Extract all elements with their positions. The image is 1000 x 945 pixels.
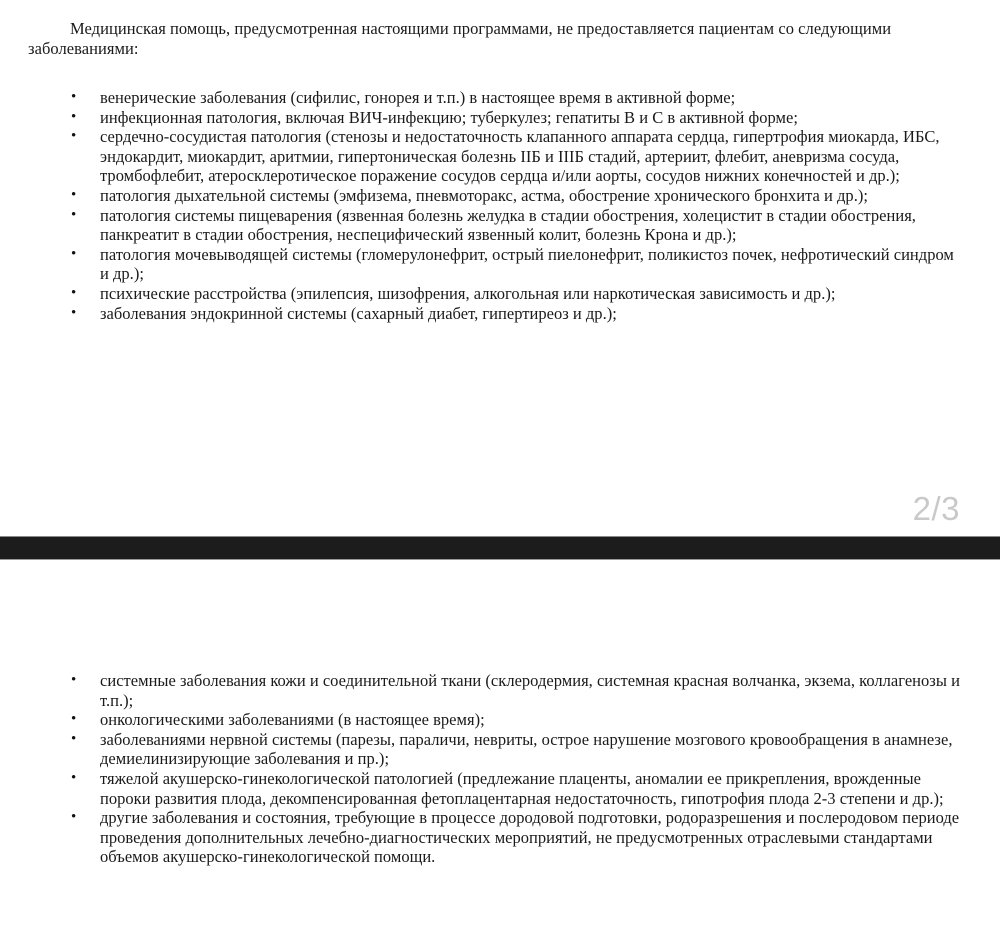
bullet-icon: •: [71, 672, 77, 688]
list-item-text: заболеваниями нервной системы (парезы, параличи, невриты, острое нарушение мозгового кровообращения в анамнезе, демиелинизирующие заболевания и пр.);: [100, 729, 953, 769]
list-item: [0, 769, 1000, 808]
bullet-icon: •: [71, 89, 77, 105]
list-item-text: сердечно-сосудистая патология (стенозы и недостаточность клапанного аппарата сердца, гипертрофия миокарда, ИБС, эндокардит, миокардит, аритмии, гипертоническая болезнь IIБ и IIIБ стадий, артериит, флебит, аневризма сосуда, тромбофлебит, атеросклеротическое поражение сосудов сердца и/или аорты, сосудов нижних конечностей и др.);: [100, 127, 940, 186]
list-item-text: тяжелой акушерско-гинекологической патологией (предлежание плаценты, аномалии ее прикрепления, врожденные пороки развития плода, декомпенсированная фетоплацентарная недостаточность, гипотрофия плода 2-3 степени и др.);: [100, 768, 944, 808]
bullet-icon: •: [71, 186, 77, 203]
list-item: [0, 671, 1000, 710]
list-item: [0, 108, 1000, 128]
bullet-icon: •: [71, 730, 77, 747]
bullet-icon: •: [71, 128, 77, 145]
list-item: [0, 127, 1000, 186]
list-item: [0, 710, 1000, 730]
list-item: [0, 304, 1000, 324]
intro-paragraph: Медицинская помощь, предусмотренная настоящими программами, не предоставляется пациентам со следующими заболеваниями:: [28, 19, 892, 58]
list-item: [0, 88, 1000, 108]
list-item-text: инфекционная патология, включая ВИЧ-инфекцию; туберкулез; гепатиты B и C в активной форме;: [100, 107, 798, 127]
list-item-text: патология мочевыводящей системы (гломерулонефрит, острый пиелонефрит, поликистоз почек, нефротический синдром и др.);: [100, 244, 954, 284]
list-item-text: онкологическими заболеваниями (в настоящее время);: [100, 710, 485, 730]
bullet-icon: •: [71, 711, 77, 728]
list-item: [0, 245, 1000, 284]
list-item-text: системные заболевания кожи и соединительной ткани (склеродермия, системная красная волчанка, экзема, коллагенозы и т.п.);: [100, 671, 960, 710]
bullet-icon: •: [71, 206, 77, 223]
bullet-icon: •: [71, 304, 77, 321]
page-separator-bar: [0, 536, 1000, 560]
list-item: [0, 808, 1000, 867]
list-item-text: патология дыхательной системы (эмфизема, пневмоторакс, астма, обострение хронического бронхита и др.);: [100, 185, 868, 205]
list-item: [0, 730, 1000, 769]
bullet-icon: •: [71, 108, 77, 125]
list-item-text: патология системы пищеварения (язвенная болезнь желудка в стадии обострения, холецистит в стадии обострения, панкреатит в стадии обострения, неспецифический язвенный колит, болезнь Крона и др.);: [100, 205, 916, 245]
exclusion-list-page-1: [0, 88, 1000, 323]
list-item-text: заболевания эндокринной системы (сахарный диабет, гипертиреоз и др.);: [100, 303, 617, 323]
list-item: [0, 284, 1000, 304]
bullet-icon: •: [71, 769, 77, 786]
list-item-text: венерические заболевания (сифилис, гонорея и т.п.) в настоящее время в активной форме;: [100, 88, 736, 107]
bullet-icon: •: [71, 245, 77, 262]
list-item-text: другие заболевания и состояния, требующие в процессе дородовой подготовки, родоразрешения и послеродовом периоде проведения дополнительных лечебно-диагностических мероприятий, не предусмотренных отраслевыми стандартами объемов акушерско-гинекологической помощи.: [100, 808, 960, 867]
bullet-icon: •: [71, 809, 77, 826]
exclusion-list-page-2: [0, 671, 1000, 867]
list-item: [0, 186, 1000, 206]
document-page-2: [0, 560, 1000, 944]
list-item: [0, 206, 1000, 245]
page-indicator: 2/3: [912, 490, 960, 527]
bullet-icon: •: [71, 284, 77, 301]
list-item-text: психические расстройства (эпилепсия, шизофрения, алкогольная или наркотическая зависимость и др.);: [100, 283, 836, 303]
